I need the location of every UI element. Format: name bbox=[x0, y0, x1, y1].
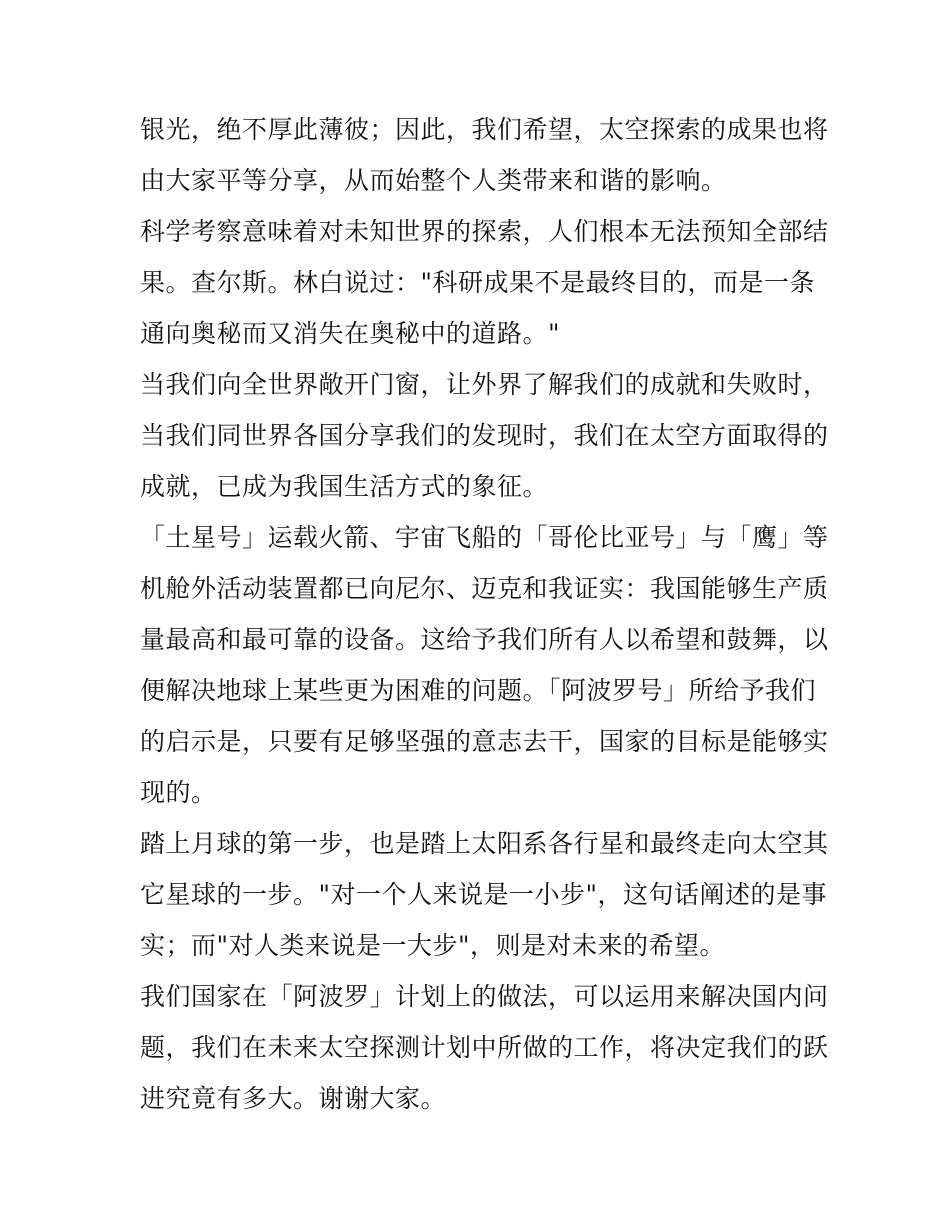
text-line: 我们国家在「阿波罗」计划上的做法，可以运用来解决国内问 bbox=[140, 982, 829, 1011]
text-line: 机舱外活动装置都已向尼尔、迈克和我证实：我国能够生产质 bbox=[140, 574, 829, 603]
text-line: 实；而"对人类来说是一大步"，则是对未来的希望。 bbox=[140, 931, 726, 960]
text-line: 踏上月球的第一步，也是踏上太阳系各行星和最终走向太空其 bbox=[140, 829, 829, 858]
text-line: 科学考察意味着对未知世界的探索，人们根本无法预知全部结 bbox=[140, 217, 829, 246]
text-line: 「土星号」运载火箭、宇宙飞船的「哥伦比亚号」与「鹰」等 bbox=[140, 523, 829, 552]
text-line: 进究竟有多大。谢谢大家。 bbox=[140, 1084, 447, 1113]
text-line: 银光，绝不厚此薄彼；因此，我们希望，太空探索的成果也将 bbox=[140, 115, 829, 144]
text-line: 由大家平等分享，从而始整个人类带来和谐的影响。 bbox=[140, 166, 727, 195]
text-line: 量最高和最可靠的设备。这给予我们所有人以希望和鼓舞，以 bbox=[140, 625, 829, 654]
text-line: 成就，已成为我国生活方式的象征。 bbox=[140, 472, 549, 501]
text-line: 现的。 bbox=[140, 778, 217, 807]
text-line: 题，我们在未来太空探测计划中所做的工作，将决定我们的跃 bbox=[140, 1033, 829, 1062]
text-line: 它星球的一步。"对一个人来说是一小步"，这句话阐述的是事 bbox=[140, 880, 828, 909]
text-line: 的启示是，只要有足够坚强的意志去干，国家的目标是能够实 bbox=[140, 727, 829, 756]
document-body bbox=[140, 104, 829, 1124]
text-line: 当我们同世界各国分享我们的发现时，我们在太空方面取得的 bbox=[140, 421, 829, 450]
text-line: 果。查尔斯。林白说过："科研成果不是最终目的，而是一条 bbox=[140, 268, 816, 297]
text-line: 通向奥秘而又消失在奥秘中的道路。" bbox=[140, 319, 561, 348]
text-line: 当我们向全世界敞开门窗，让外界了解我们的成就和失败时， bbox=[140, 370, 829, 399]
text-line: 便解决地球上某些更为困难的问题。「阿波罗号」所给予我们 bbox=[140, 676, 817, 705]
